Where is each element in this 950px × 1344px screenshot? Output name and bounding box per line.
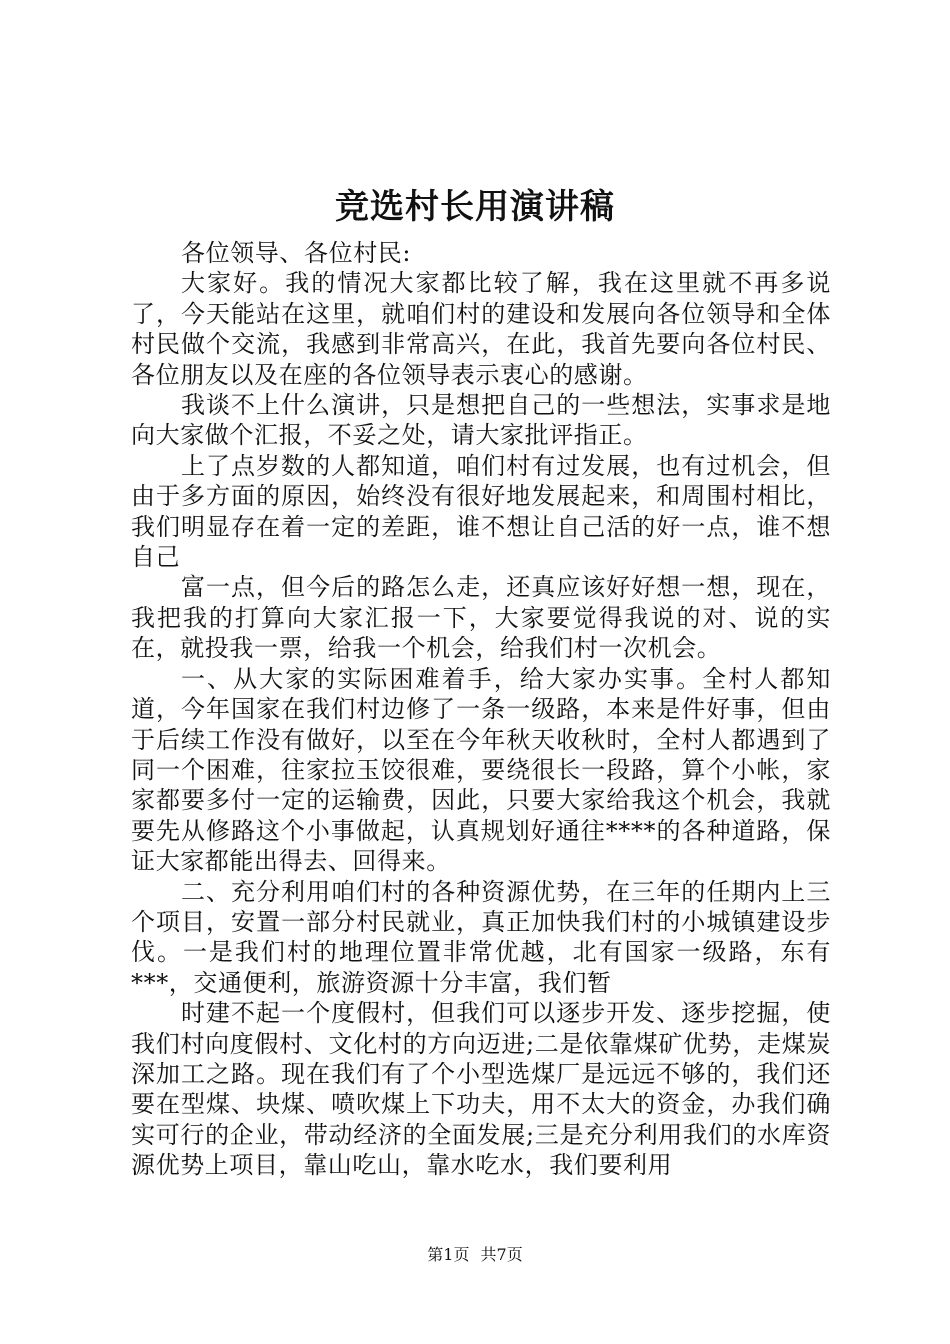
page-number: 第1页	[427, 1245, 470, 1264]
document-title: 竞选村长用演讲稿	[335, 187, 615, 227]
paragraph-salutation: 各位领导、各位村民:	[181, 239, 412, 267]
paragraph-background: 上了点岁数的人都知道，咱们村有过发展，也有过机会，但由于多方面的原因，始终没有很好地发展起来，和周围村相比，我们明显存在着一定的差距，谁不想让自己活的好一点，谁不想自己	[131, 451, 831, 572]
page-footer	[0, 1244, 950, 1266]
paragraph-point-two: 二、充分利用咱们村的各种资源优势，在三年的任期内上三个项目，安置一部分村民就业，真正加快我们村的小城镇建设步伐。一是我们村的地理位置非常优越，北有国家一级路，东有***，交通便利，旅游资源十分丰富，我们暂	[131, 877, 831, 997]
paragraph-intent: 我谈不上什么演讲，只是想把自己的一些想法，实事求是地向大家做个汇报，不妥之处，请大家批评指正。	[131, 391, 831, 450]
paragraph-point-two-continued: 时建不起一个度假村，但我们可以逐步开发、逐步挖掘，使我们村向度假村、文化村的方向迈进;二是依靠煤矿优势，走煤炭深加工之路。现在我们有了个小型选煤厂是远远不够的，我们还要在型煤、块煤、喷吹煤上下功夫，用不太大的资金，办我们确实可行的企业，带动经济的全面发展;三是充分利用我们的水库资源优势上项目，靠山吃山，靠水吃水，我们要利用	[131, 999, 831, 1180]
page-total: 共7页	[480, 1245, 523, 1264]
paragraph-greeting: 大家好。我的情况大家都比较了解，我在这里就不再多说了，今天能站在这里，就咱们村的建设和发展向各位领导和全体村民做个交流，我感到非常高兴，在此，我首先要向各位村民、各位朋友以及在座的各位领导表示衷心的感谢。	[131, 269, 831, 389]
document-body	[131, 238, 831, 1181]
paragraph-point-one: 一、从大家的实际困难着手，给大家办实事。全村人都知道，今年国家在我们村边修了一条一级路，本来是件好事，但由于后续工作没有做好，以至在今年秋天收秋时，全村人都遇到了同一个困难，往家拉玉饺很难，要绕很长一段路，算个小帐，家家都要多付一定的运输费，因此，只要大家给我这个机会，我就要先从修路这个小事做起，认真规划好通往****的各种道路，保证大家都能出得去、回得来。	[131, 664, 831, 876]
paragraph-request: 富一点，但今后的路怎么走，还真应该好好想一想，现在，我把我的打算向大家汇报一下，大家要觉得我说的对、说的实在，就投我一票，给我一个机会，给我们村一次机会。	[131, 573, 831, 663]
